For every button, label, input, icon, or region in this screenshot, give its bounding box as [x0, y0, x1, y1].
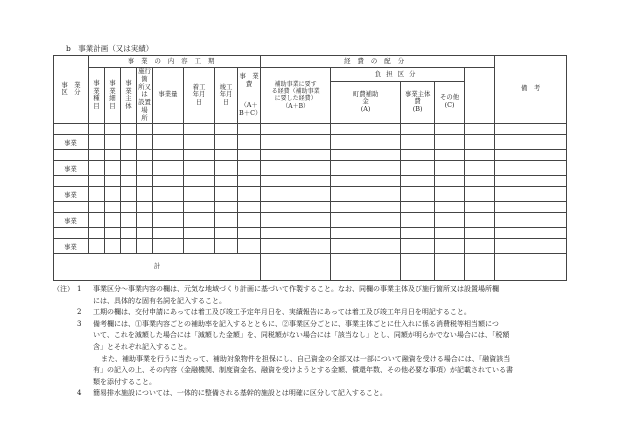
note-text: 簡易排水施設については、一体的に整備される基幹的施設とは明確に区分して記入すること。 — [93, 389, 387, 398]
header-operator-cost-mark: (B) — [412, 105, 423, 114]
header-operator-cost — [401, 81, 435, 123]
note-text: また、補助事業を行うに当たって、補助対象物件を担保にし、自己資金の全部又は一部について融資を受ける場合には、「融資該当 — [101, 354, 511, 363]
header-operator: 事 業 主 体 — [121, 68, 137, 124]
header-operator-cost-label: 事業主体 費 — [404, 89, 431, 106]
header-subsidy-cost — [261, 68, 331, 124]
header-town-subsidy-mark: (A) — [360, 105, 371, 114]
note-text: 類を添付すること。 — [93, 377, 156, 386]
header-subsidy-cost-label: 補助事業に要す る経費（補助事業 に要した経費） — [271, 80, 320, 103]
header-total-cost-formula: （A＋B＋C） — [239, 101, 262, 118]
note-3 — [53, 319, 578, 354]
note-text: 有」の記入の上、その内容（金融機関、制度資金名、融資を受けようとする金額、償還年数、その他必要な事項）が記載されている書 — [93, 366, 513, 375]
note-number: 1 — [77, 285, 82, 293]
note-text: 事業区分～事業内容の欄は、元気な地域づくり計画に基づいて作製すること。なお、同欄の事業主体及び施行箇所又は設置場所欄 — [93, 285, 499, 293]
business-plan-table — [53, 55, 567, 281]
note-3-continued-lines — [53, 365, 578, 388]
header-subsidy-cost-formula: （A＋B） — [282, 102, 309, 110]
note-text: 含」とそれぞれ記入すること。 — [93, 342, 191, 351]
note-text: には、具体的な固有名詞を記入すること。 — [93, 296, 226, 305]
header-content: 事業の内容工期 — [89, 56, 261, 68]
note-text: いて、これを減額した場合には「減額した金額」を、同税額がない場合には「該当なし」とし、同額が明らかでない場合には、「税額 — [93, 331, 510, 340]
page-title: b 事業計画（又は実績） — [66, 44, 154, 53]
note-2 — [53, 307, 578, 319]
total-label: 計 — [54, 253, 261, 280]
row-label: 事業 — [54, 212, 89, 227]
note-1 — [53, 284, 578, 307]
header-end-date: 竣工 年月 日 — [215, 68, 238, 124]
header-total-cost — [238, 68, 266, 124]
row-label: 事業 — [54, 238, 89, 253]
note-number: 3 — [77, 319, 82, 328]
header-type: 事 業 種 目 — [89, 68, 105, 124]
header-volume: 事業量 — [153, 68, 184, 124]
note-number: 4 — [77, 389, 82, 398]
header-cost-allocation: 経費の配分 — [261, 56, 495, 68]
header-other-label: その他 — [440, 93, 460, 102]
header-town-subsidy-label: 町費補助 金 — [352, 89, 379, 106]
header-remarks: 備 考 — [495, 56, 567, 124]
notes — [53, 284, 578, 400]
header-subtype: 事 業 細 目 — [105, 68, 121, 124]
row-label: 事業 — [54, 186, 89, 201]
row-label: 事業 — [54, 134, 89, 149]
header-start-date: 着工 年月 日 — [184, 68, 215, 124]
note-number: 2 — [77, 308, 82, 317]
header-location: 施行箇 所又は 設置場 所 — [138, 67, 151, 122]
header-town-subsidy — [331, 81, 401, 123]
note-text: 備考欄には、①事業内容ごとの補助率を記入するとともに、②事業区分ごとに、事業主体ごとに仕入れに係る消費税等相当額につ — [93, 319, 499, 328]
header-other-mark: (C) — [444, 101, 455, 110]
notes-mark: （注） — [53, 285, 74, 293]
header-category: 事 業 区 分 — [54, 56, 89, 124]
header-total-cost-label: 事 業 費 — [239, 71, 266, 88]
header-burden: 負担区分 — [331, 68, 465, 82]
note-3-continued — [53, 354, 578, 366]
note-4 — [53, 388, 578, 400]
row-label: 事業 — [54, 160, 89, 175]
header-other — [435, 81, 465, 123]
note-text: 工期の欄は、交付申請にあっては着工及び竣工予定年月日を、実績報告にあっては着工及び竣工年月日を明記すること。 — [93, 308, 471, 317]
